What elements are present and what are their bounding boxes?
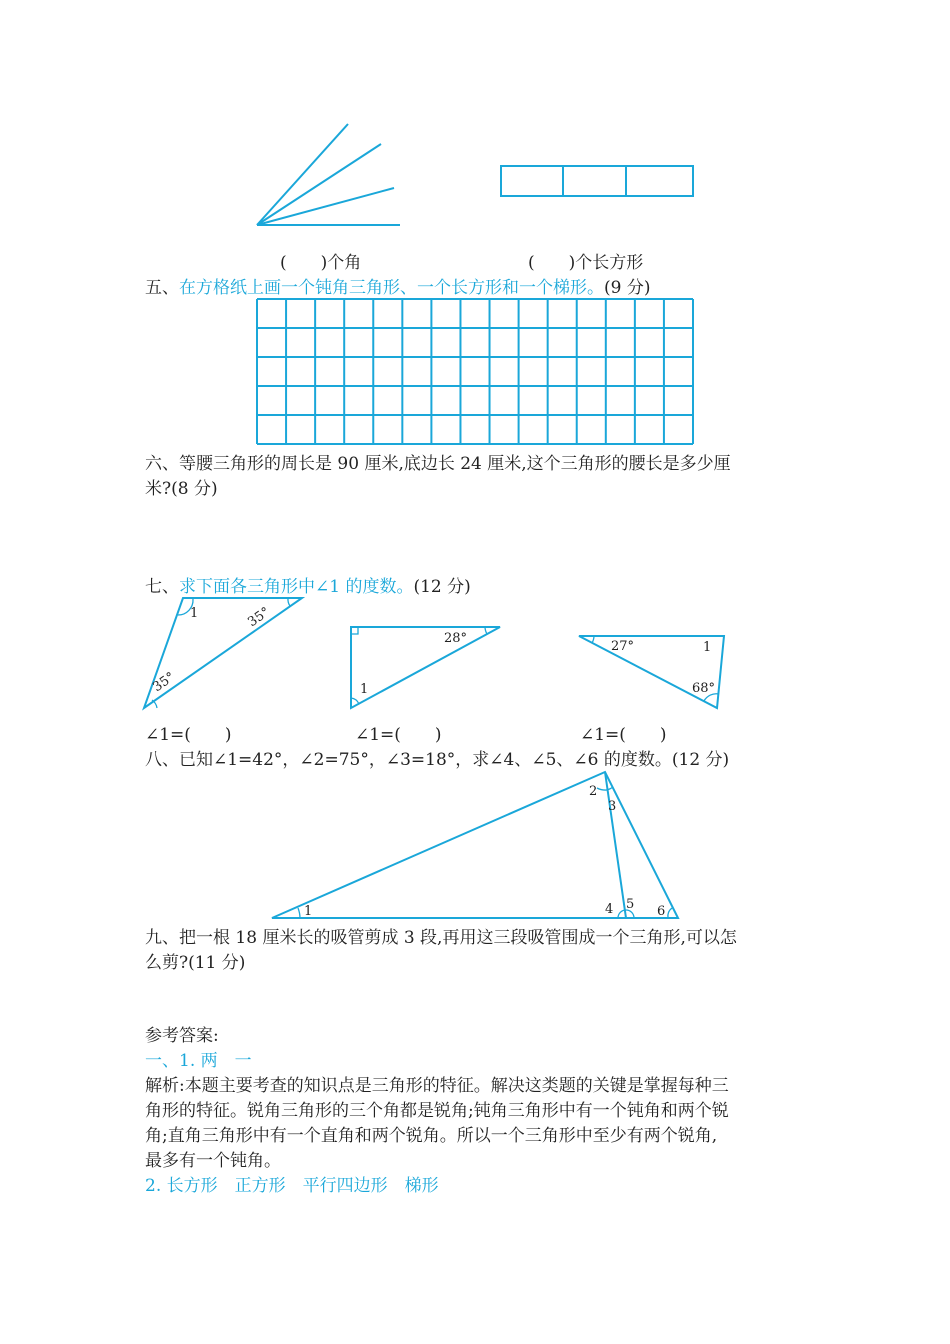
analysis-line-2: 角形的特征。锐角三角形的三个角都是锐角;钝角三角形中有一个钝角和两个锐 [145, 1101, 729, 1121]
tri3-angle-bottom: 68° [692, 681, 716, 696]
q6-line2: 米?(8 分) [145, 479, 218, 499]
q7-points: (12 分) [413, 577, 471, 597]
q5-instruction: 在方格纸上画一个钝角三角形、一个长方形和一个梯形。 [179, 278, 604, 298]
answers-heading: 参考答案: [145, 1026, 219, 1046]
tri1-angle-bottom: 35° [150, 669, 178, 696]
analysis-line-3: 角;直角三角形中有一个直角和两个锐角。所以一个三角形中至少有两个锐角, [145, 1126, 718, 1146]
answer-1: 一、1. 两 一 [145, 1051, 252, 1071]
q8-label-1: 1 [304, 904, 313, 919]
tri2-answer-blank[interactable]: ∠1=( ) [355, 725, 442, 745]
q5-points: (9 分) [604, 278, 651, 298]
q8-text: 八、已知∠1=42°，∠2=75°，∠3=18°，求∠4、∠5、∠6 的度数。(12 分) [145, 750, 730, 770]
q6-line1: 六、等腰三角形的周长是 90 厘米,底边长 24 厘米,这个三角形的腰长是多少厘 [145, 454, 731, 474]
analysis-line-1: 解析:本题主要考查的知识点是三角形的特征。解决这类题的关键是掌握每种三 [145, 1076, 729, 1096]
tri1-answer-blank[interactable]: ∠1=( ) [145, 725, 232, 745]
q8-label-2: 2 [589, 784, 598, 799]
answer-2: 2. 长方形 正方形 平行四边形 梯形 [145, 1176, 439, 1196]
q9-line2: 么剪?(11 分) [145, 953, 246, 973]
tri3-angle-left: 27° [611, 639, 635, 654]
q7-instruction: 求下面各三角形中∠1 的度数。 [179, 577, 414, 597]
q9-line1: 九、把一根 18 厘米长的吸管剪成 3 段,再用这三段吸管围成一个三角形,可以怎 [145, 928, 737, 948]
tri2-label-1: 1 [360, 682, 369, 697]
tri3-answer-blank[interactable]: ∠1=( ) [580, 725, 667, 745]
q5-prefix: 五、 [145, 278, 179, 298]
q7-prefix: 七、 [145, 577, 179, 597]
tri3-label-1: 1 [703, 640, 712, 655]
tri2-angle-right: 28° [444, 631, 468, 646]
q8-label-5: 5 [626, 897, 635, 912]
tri1-angle-top: 35° [245, 604, 273, 631]
analysis-line-4: 最多有一个钝角。 [145, 1151, 281, 1171]
rectangles-count-caption: ( )个长方形 [528, 253, 644, 273]
angles-count-caption: ( )个角 [280, 253, 362, 273]
q8-label-4: 4 [605, 902, 614, 917]
q8-label-3: 3 [608, 799, 617, 814]
q8-label-6: 6 [657, 904, 666, 919]
tri1-label-1: 1 [190, 606, 199, 621]
